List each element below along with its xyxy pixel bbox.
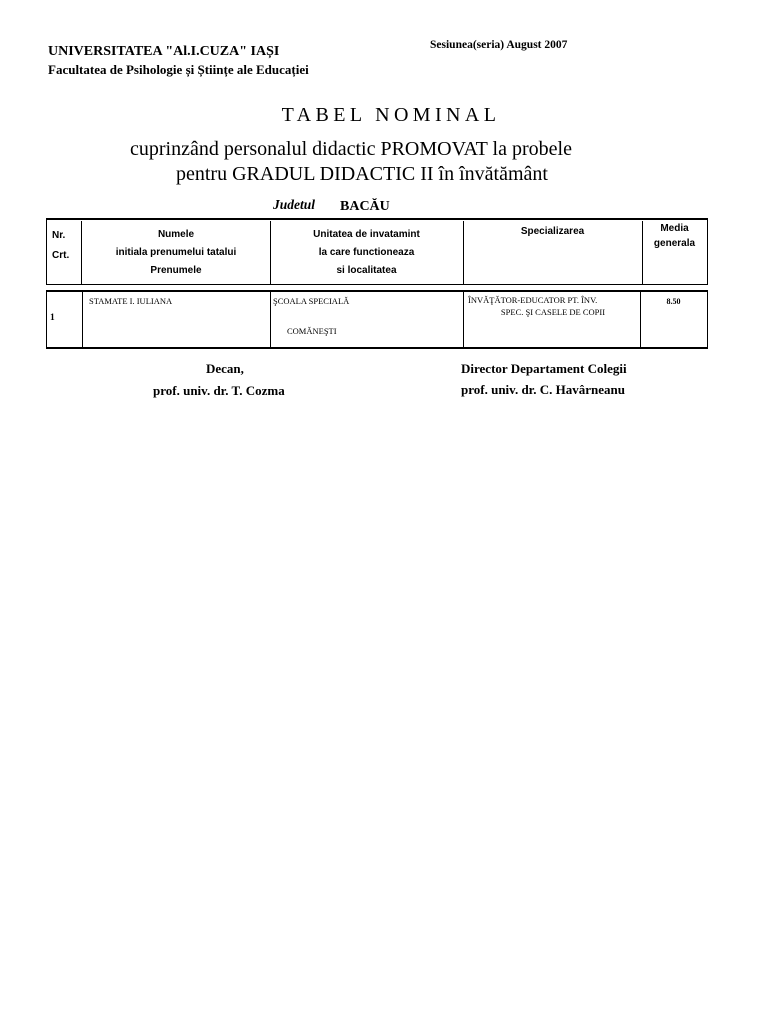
table-top-border xyxy=(46,218,708,220)
faculty-name: Facultatea de Psihologie și Științe ale Educației xyxy=(48,62,309,77)
header-media xyxy=(642,221,707,251)
university-name: UNIVERSITATEA "Al.I.CUZA" IAȘI xyxy=(48,44,280,59)
session-label: Sesiunea(seria) August 2007 xyxy=(430,39,568,51)
county-label: Judetul xyxy=(273,197,316,212)
row-name: STAMATE I. IULIANA xyxy=(89,296,173,306)
director-name: prof. univ. dr. C. Havârneanu xyxy=(461,382,625,397)
row-media: 8.50 xyxy=(666,297,681,306)
dean-title: Decan, xyxy=(206,361,244,376)
header-nr-line1: Nr. xyxy=(52,230,66,241)
header-name-line1: Numele xyxy=(157,229,195,240)
col-divider xyxy=(270,292,271,347)
header-name xyxy=(82,226,270,280)
row-right-border xyxy=(707,290,708,349)
row-top-border xyxy=(46,290,708,292)
header-spec-line1: Specializarea xyxy=(520,226,585,237)
document-subtitle-line1: cuprinzând personalul didactic PROMOVAT la probele xyxy=(130,138,572,160)
row-nr: 1 xyxy=(50,313,55,323)
row-left-border xyxy=(46,290,47,349)
col-divider xyxy=(463,292,464,347)
document-subtitle-line2: pentru GRADUL DIDACTIC II în învătământ xyxy=(176,163,548,185)
header-unit-line2: la care functioneaza xyxy=(318,247,415,258)
row-unit-line1: ŞCOALA SPECIALĂ xyxy=(273,296,350,306)
header-nr-line2: Crt. xyxy=(52,249,70,261)
director-title: Director Departament Colegii xyxy=(461,361,627,376)
col-divider xyxy=(82,292,83,347)
row-unit-line2: COMĂNEŞTI xyxy=(287,326,337,336)
header-unit-line1: Unitatea de invatamint xyxy=(313,229,420,240)
county-value: BACĂU xyxy=(340,199,390,214)
row-bottom-border xyxy=(46,347,708,349)
header-bottom-border xyxy=(46,284,708,285)
header-spec xyxy=(463,222,642,242)
header-media-line1: Media xyxy=(660,223,689,234)
table-right-border xyxy=(707,218,708,285)
document-title: TABEL NOMINAL xyxy=(281,104,501,126)
header-media-line2: generala xyxy=(653,238,696,249)
row-spec-line1: ÎNVĂŢĂTOR-EDUCATOR PT. ÎNV. xyxy=(468,295,598,305)
header-unit-line3: si localitatea xyxy=(336,265,397,276)
row-spec-line2: SPEC. ŞI CASELE DE COPII xyxy=(500,307,606,317)
header-name-line3: Prenumele xyxy=(150,265,202,276)
header-unit xyxy=(270,226,463,280)
header-name-line2: initiala prenumelui tatalui xyxy=(115,247,237,258)
dean-name: prof. univ. dr. T. Cozma xyxy=(153,383,285,398)
